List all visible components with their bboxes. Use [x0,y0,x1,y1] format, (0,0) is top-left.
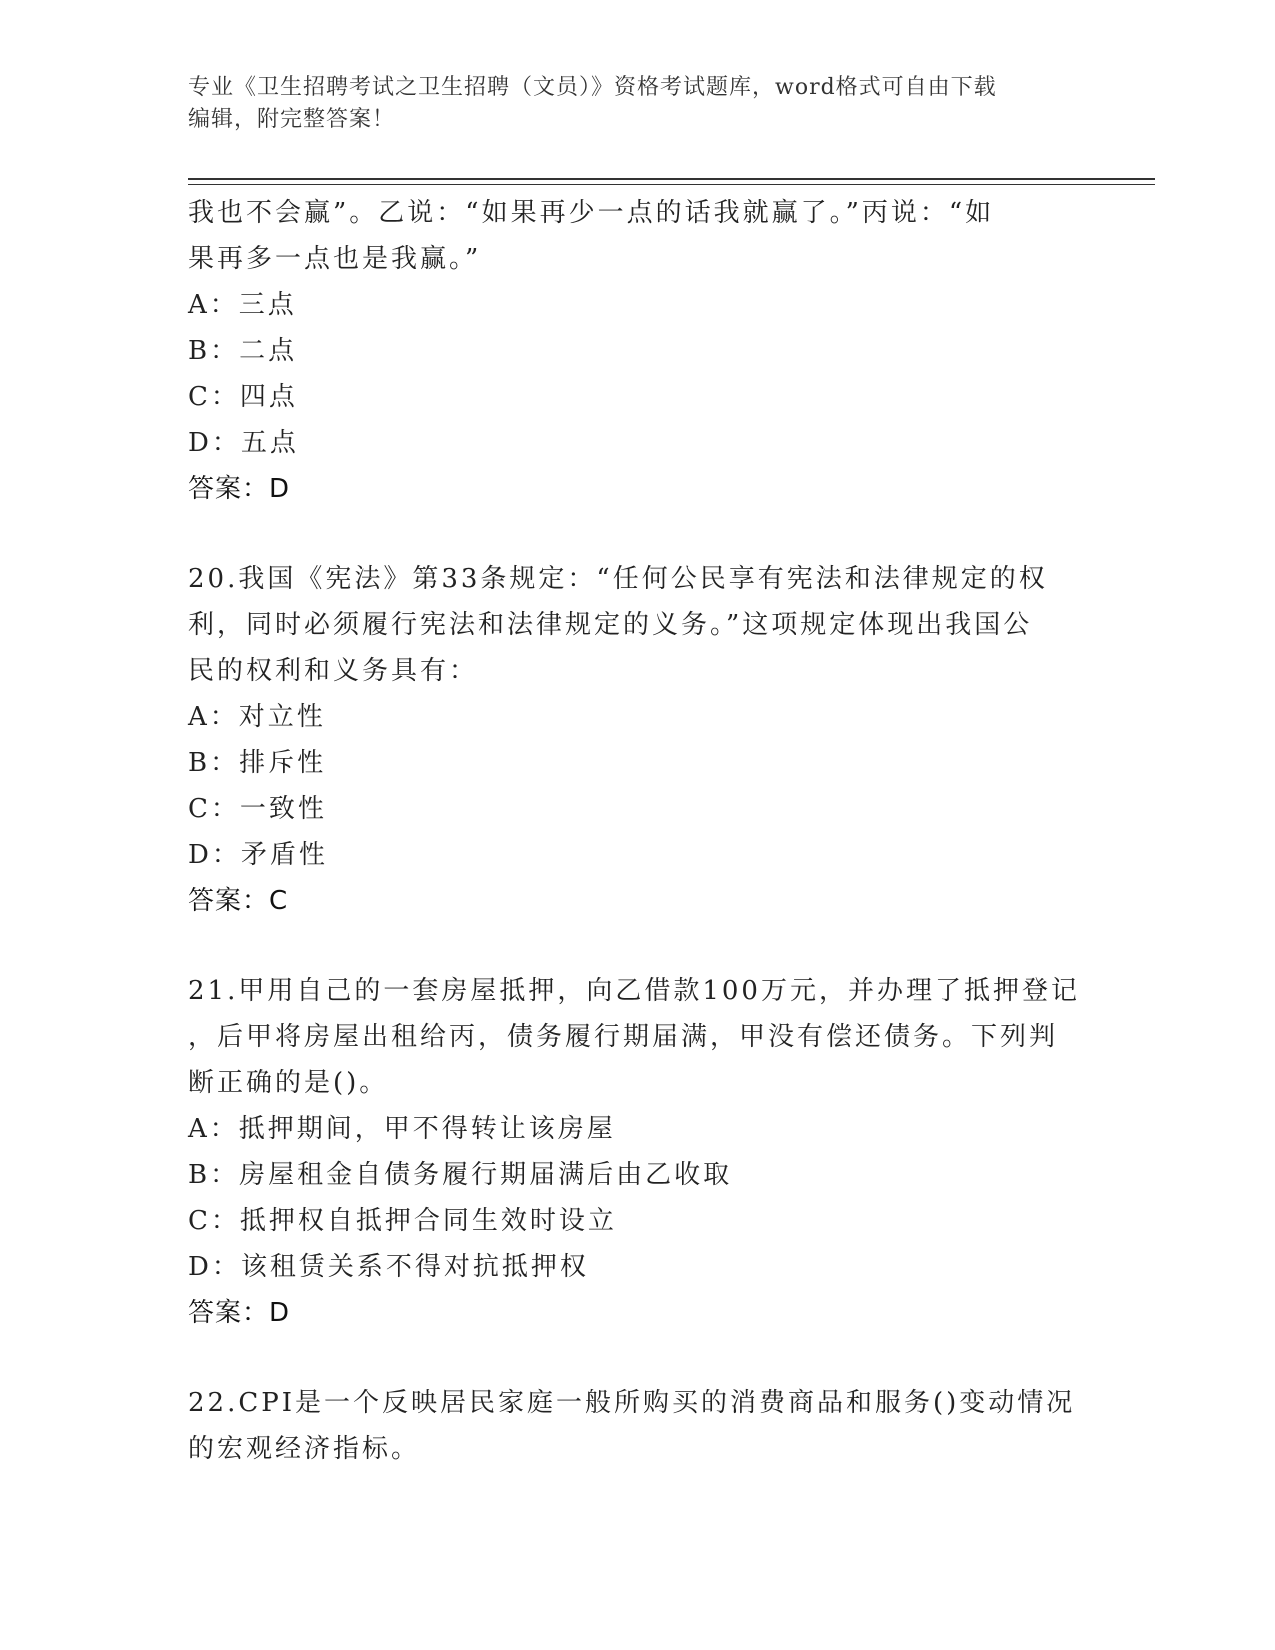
question-20-stem-line-3: 民的权利和义务具有： [188,656,479,686]
question-19-option-c: C：四点 [188,382,298,412]
question-21-option-c: C：抵押权自抵押合同生效时设立 [188,1206,617,1236]
question-19-stem-line-1: 我也不会赢”。乙说：“如果再少一点的话我就赢了。”丙说：“如 [188,198,995,228]
question-spacer [188,1336,1088,1380]
question-19-option-a: A：三点 [188,290,297,320]
question-21-option-b: B：房屋租金自债务履行期届满后由乙收取 [188,1160,733,1190]
header-divider-thick [188,178,1155,180]
header-line-2: 编辑，附完整答案！ [188,107,396,132]
question-21-stem-line-1: 21.甲用自己的一套房屋抵押，向乙借款100万元，并办理了抵押登记 [188,976,1080,1006]
question-21-option-d: D：该租赁关系不得对抗抵押权 [188,1252,589,1282]
question-20-option-b: B：排斥性 [188,748,327,778]
question-20-answer: 答案：C [188,886,289,916]
question-22-stem-line-1: 22.CPI是一个反映居民家庭一般所购买的消费商品和服务()变动情况 [188,1388,1076,1418]
question-19-option-d: D：五点 [188,428,299,458]
question-19-option-b: B：二点 [188,336,298,366]
question-22-stem-line-2: 的宏观经济指标。 [188,1434,421,1464]
question-21-stem-line-3: 断正确的是()。 [188,1068,389,1098]
question-19-answer: 答案：D [188,474,291,504]
page-header [188,72,1068,136]
question-21-stem-line-2: ，后甲将房屋出租给丙，债务履行期届满，甲没有偿还债务。下列判 [188,1022,1059,1052]
header-divider-thin [188,184,1155,185]
question-20-stem-line-2: 利，同时必须履行宪法和法律规定的义务。”这项规定体现出我国公 [188,610,1033,640]
question-content [188,190,1088,1472]
question-21-option-a: A：抵押期间，甲不得转让该房屋 [188,1114,616,1144]
header-line-1: 专业《卫生招聘考试之卫生招聘（文员）》资格考试题库，word格式可自由下载 [188,75,997,100]
question-20-option-d: D：矛盾性 [188,840,328,870]
question-20-stem-line-1: 20.我国《宪法》第33条规定：“任何公民享有宪法和法律规定的权 [188,564,1048,594]
question-spacer [188,924,1088,968]
question-20-option-a: A：对立性 [188,702,326,732]
question-21 [188,968,1088,1336]
question-19 [188,190,1088,512]
question-20 [188,556,1088,924]
question-21-answer: 答案：D [188,1298,291,1328]
question-22 [188,1380,1088,1472]
question-spacer [188,512,1088,556]
question-19-stem-line-2: 果再多一点也是我赢。” [188,244,482,274]
question-20-option-c: C：一致性 [188,794,327,824]
